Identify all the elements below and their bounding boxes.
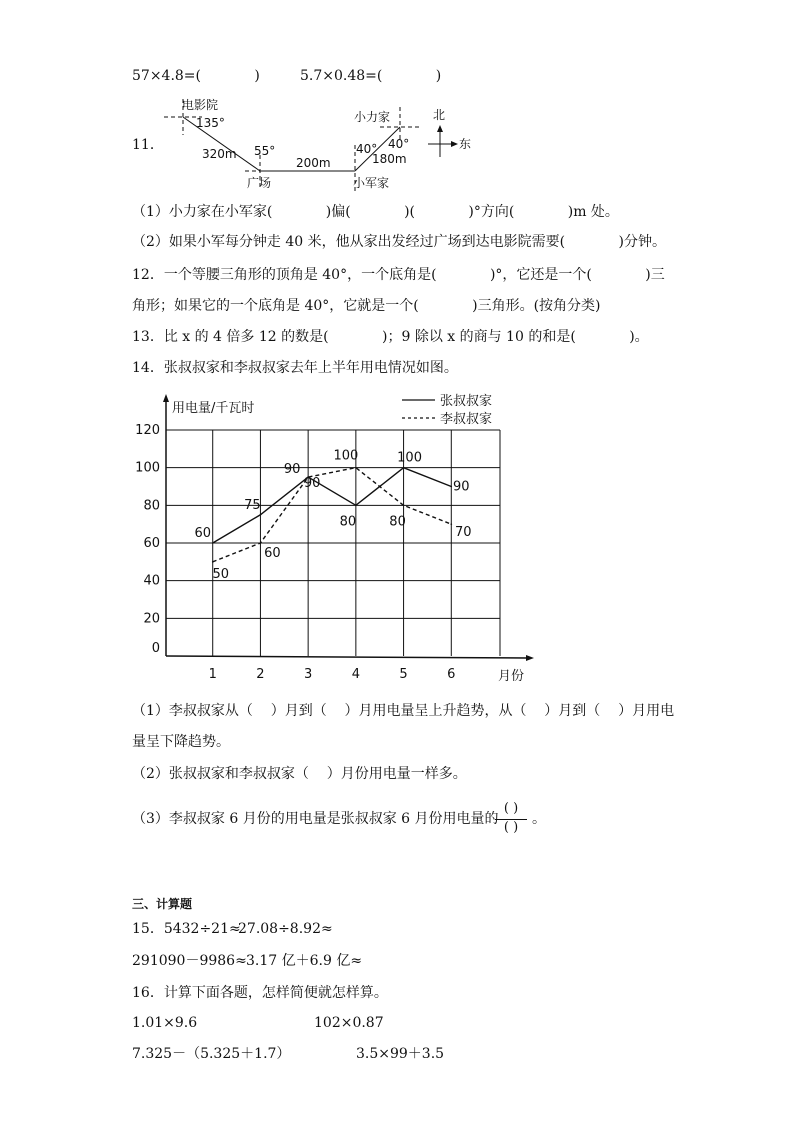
x-tick-label: 1	[208, 667, 217, 682]
y-axis-arrow-icon	[163, 394, 169, 402]
data-point	[212, 561, 214, 563]
q15-c: 291090－9986≈	[132, 953, 247, 969]
data-label: 90	[303, 476, 321, 492]
chart-x-axis-label: 月份	[498, 669, 525, 684]
x-tick-label: 3	[304, 667, 313, 682]
fraction-denominator: ( )	[503, 820, 519, 835]
data-label: 70	[455, 525, 472, 541]
data-point	[403, 467, 405, 469]
q12-line1: 12．一个等腰三角形的顶角是 40°，一个底角是( )°，它还是一个( )三	[132, 267, 665, 283]
q15-a: 15．5432÷21≈	[132, 921, 241, 937]
q16-intro: 16．计算下面各题，怎样简便就怎样算。	[132, 985, 388, 1001]
data-point	[260, 514, 262, 516]
q11-direction-diagram	[150, 95, 480, 195]
x-tick-label: 2	[256, 667, 265, 682]
data-point	[212, 542, 214, 544]
y-tick-label: 0	[151, 641, 160, 656]
label-xiaoli-home: 小力家	[354, 110, 391, 124]
q10-expr-b: 5.7×0.48=( )	[300, 68, 442, 84]
q11-sub1: （1）小力家在小军家( )偏( )( )°方向( )m 处。	[132, 204, 619, 220]
data-label: 90	[453, 479, 470, 495]
data-point	[260, 542, 262, 544]
q14-sub2: （2）张叔叔家和李叔叔家（ ）月份用电量一样多。	[132, 766, 467, 782]
data-label: 80	[339, 514, 357, 530]
x-tick-label: 5	[399, 667, 408, 682]
data-point	[450, 523, 452, 525]
x-tick-label: 4	[351, 667, 360, 682]
label-angle40-a: 40°	[356, 142, 378, 156]
compass-arrow-east-icon	[451, 141, 458, 147]
q15-d: 3.17 亿＋6.9 亿≈	[246, 953, 363, 969]
q13-text: 13．比 x 的 4 倍多 12 的数是( )；9 除以 x 的商与 10 的和是( )。	[132, 329, 649, 345]
data-label: 80	[389, 514, 406, 530]
q16-a: 1.01×9.6	[132, 1015, 198, 1031]
q14-sub1-line2: 量呈下降趋势。	[132, 734, 230, 750]
q11-sub2: （2）如果小军每分钟走 40 米，他从家出发经过广场到达电影院需要( )分钟。	[132, 234, 666, 250]
label-east: 东	[459, 137, 472, 151]
q14-sub1-line1: （1）李叔叔家从（ ）月到（ ）月用电量呈上升趋势，从（ ）月到（ ）月用电	[132, 703, 675, 719]
legend-label: 李叔叔家	[440, 412, 493, 427]
label-distance-200: 200m	[296, 156, 331, 170]
q16-b: 102×0.87	[314, 1015, 384, 1031]
label-north: 北	[433, 108, 446, 122]
y-tick-label: 120	[135, 423, 160, 438]
q14-sub3: （3）李叔叔家 6 月份的用电量是张叔叔家 6 月份用电量的	[132, 811, 499, 827]
q12-line2: 角形；如果它的一个底角是 40°，它就是一个( )三角形。(按角分类)	[132, 298, 601, 314]
q10-expr-a: 57×4.8=( )	[132, 68, 260, 84]
q14-answer-fraction	[493, 801, 529, 837]
label-angle135: 135°	[196, 116, 225, 130]
label-distance-320: 320m	[202, 147, 237, 161]
q14-intro: 14．张叔叔家和李叔叔家去年上半年用电情况如图。	[132, 360, 458, 376]
q16-d: 3.5×99＋3.5	[356, 1046, 445, 1062]
data-label: 100	[333, 448, 359, 464]
data-label: 50	[212, 566, 229, 582]
data-label: 90	[283, 462, 301, 478]
data-point	[450, 486, 452, 488]
series-line-li	[213, 468, 452, 562]
data-label: 60	[194, 526, 211, 541]
x-axis-arrow-icon	[526, 655, 534, 661]
label-angle40-b: 40°	[388, 137, 410, 151]
data-point	[403, 505, 405, 507]
label-angle55: 55°	[254, 144, 276, 158]
y-tick-label: 40	[143, 573, 160, 589]
electricity-line-chart	[130, 388, 550, 688]
label-cinema: 电影院	[182, 98, 219, 112]
chart-y-axis-label: 用电量/千瓦时	[172, 401, 255, 416]
section-title: 三、计算题	[132, 897, 193, 911]
fraction-numerator: ( )	[503, 801, 519, 816]
y-tick-label: 20	[143, 611, 160, 627]
y-tick-label: 80	[143, 498, 160, 514]
q11-number: 11．	[132, 137, 164, 153]
label-xiaojun-home: 小军家	[353, 176, 390, 190]
label-plaza: 广场	[247, 176, 272, 190]
q14-sub3-end: 。	[532, 811, 546, 827]
x-tick-label: 6	[447, 667, 456, 682]
data-label: 100	[397, 450, 422, 466]
y-tick-label: 100	[135, 460, 160, 476]
legend-label: 张叔叔家	[440, 394, 493, 409]
compass-arrow-north-icon	[437, 125, 443, 132]
data-point	[355, 505, 357, 507]
data-label: 75	[244, 497, 261, 513]
q16-c: 7.325－（5.325＋1.7）	[132, 1046, 291, 1062]
data-point	[355, 467, 357, 469]
y-tick-label: 60	[143, 536, 160, 551]
q15-b: 27.08÷8.92≈	[238, 921, 333, 937]
label-distance-180: 180m	[372, 152, 407, 166]
data-label: 60	[264, 546, 281, 561]
x-axis	[166, 656, 528, 658]
